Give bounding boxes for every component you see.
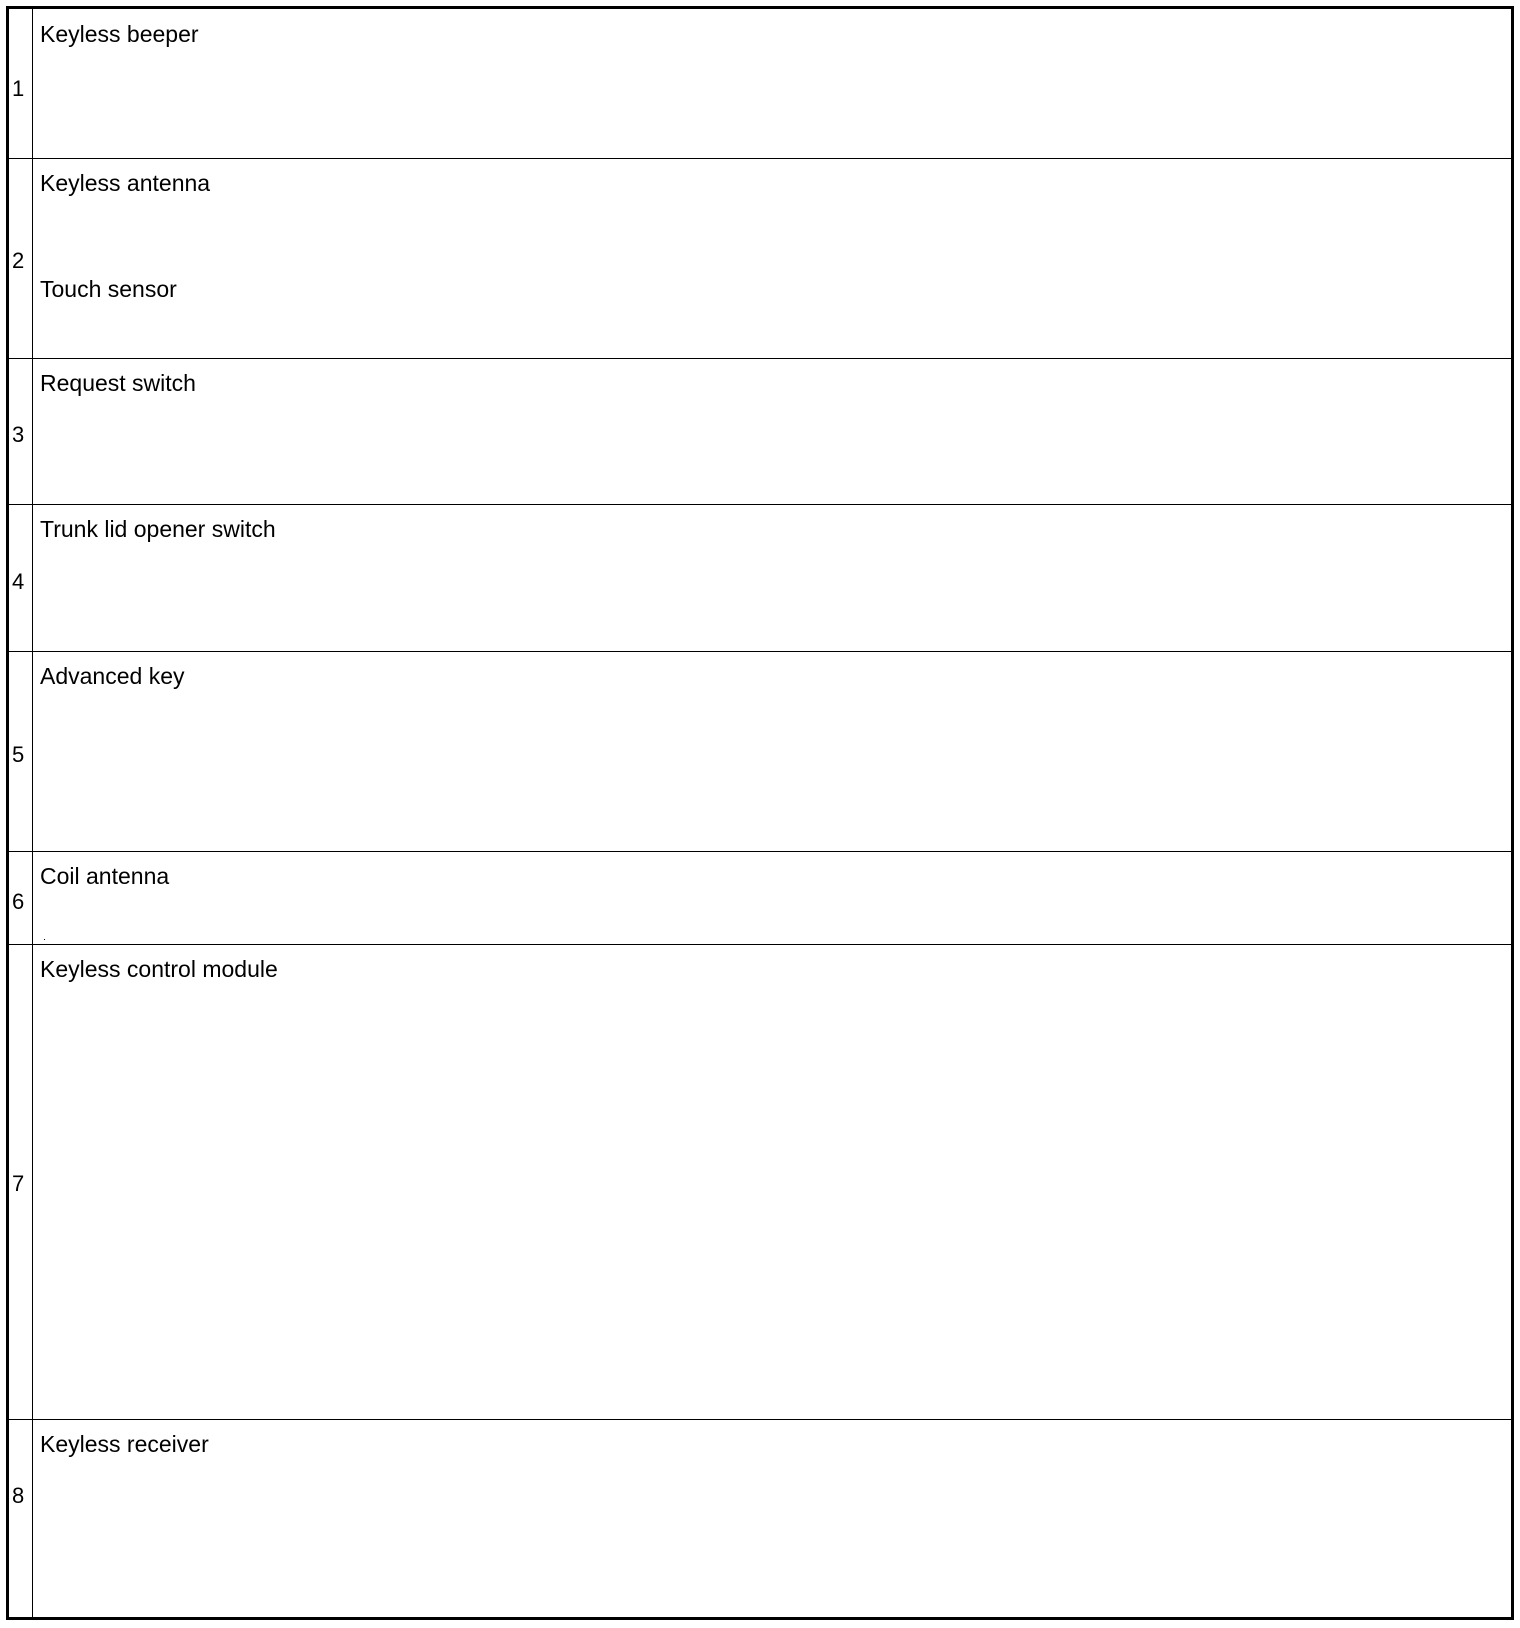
table-row [9,944,1511,1419]
component-label: Keyless antenna [40,170,211,196]
row-number: 6 [12,889,25,914]
component-label: Keyless control module [40,956,278,982]
component-label: Coil antenna [40,863,170,889]
row-number: 4 [12,569,25,594]
table-row [9,358,1511,504]
table-row [9,158,1511,358]
stray-mark [44,939,45,940]
row-number: 7 [12,1171,25,1196]
component-label: Advanced key [40,663,185,689]
table-row [9,504,1511,651]
row-number-cell [9,1420,33,1617]
row-number: 5 [12,742,25,767]
row-number: 1 [12,76,25,101]
table-row [9,9,1511,158]
component-label: Trunk lid opener switch [40,516,276,542]
component-table [6,6,1514,1620]
component-label: Touch sensor [40,276,177,302]
component-label: Keyless receiver [40,1431,209,1457]
row-number: 8 [12,1483,25,1508]
row-number: 3 [12,422,25,447]
table-row [9,651,1511,851]
table-row [9,1419,1511,1617]
component-label: Keyless beeper [40,21,199,47]
component-label: Request switch [40,370,196,396]
row-number: 2 [12,248,25,273]
table-row [9,851,1511,944]
